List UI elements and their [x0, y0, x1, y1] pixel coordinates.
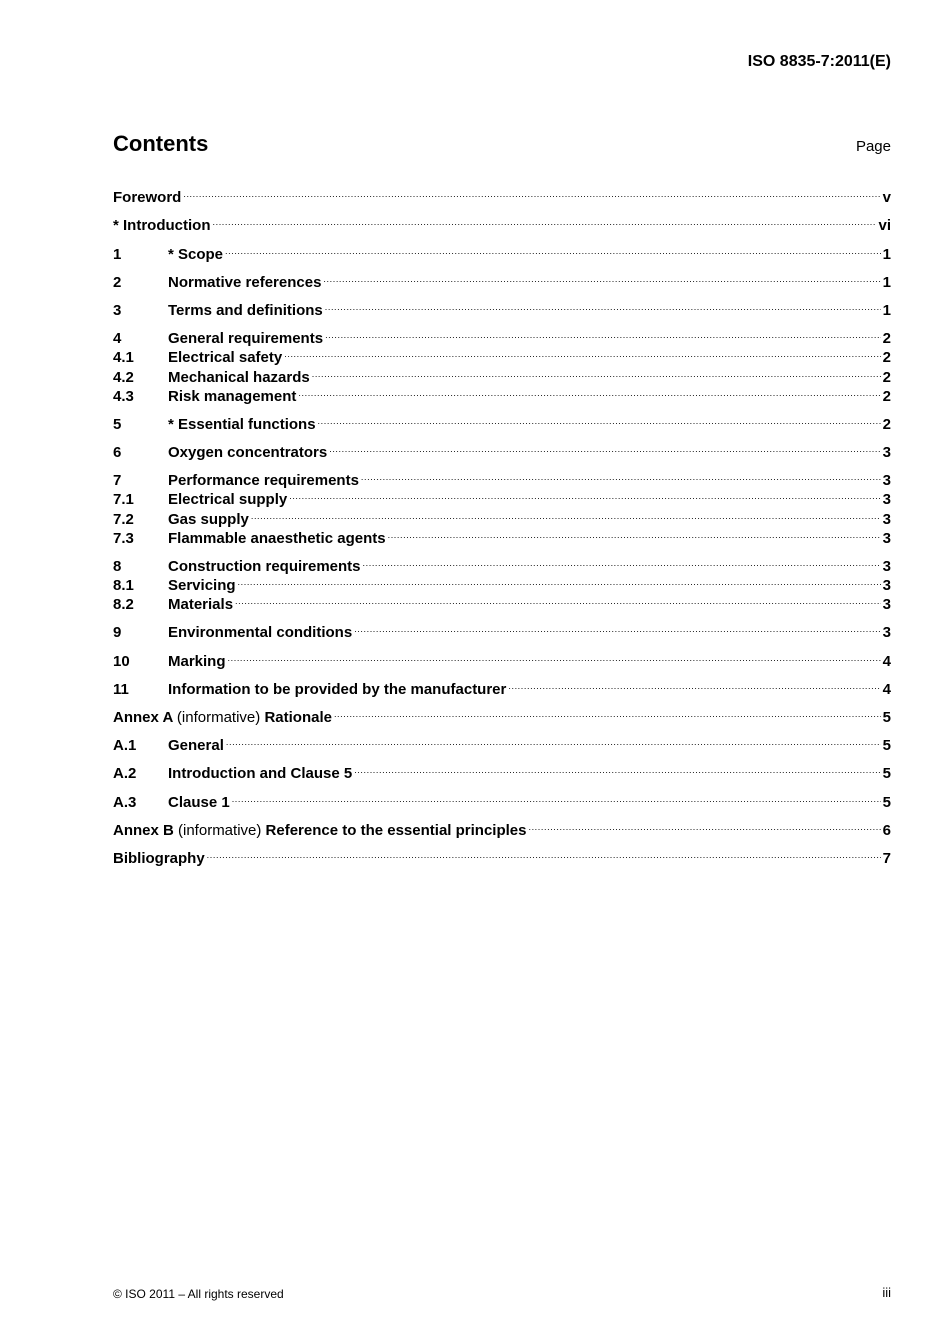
- dot-leader: [225, 240, 881, 259]
- toc-entry-title: Flammable anaesthetic agents: [168, 530, 386, 547]
- toc-entry[interactable]: [113, 571, 891, 594]
- toc-entry-page: 3: [882, 596, 891, 613]
- toc-entry-page: 4: [882, 681, 891, 698]
- toc-entry-page: 3: [882, 577, 891, 594]
- toc-entry-number: 7.2: [113, 511, 134, 528]
- annex-qualifier: (informative): [178, 822, 262, 839]
- toc-entry[interactable]: [113, 759, 891, 782]
- toc-entry-number: 7.3: [113, 530, 134, 547]
- toc-entry-title: Introduction and Clause 5: [168, 765, 353, 782]
- toc-entry-title: Oxygen concentrators: [168, 444, 328, 461]
- toc-entry[interactable]: [113, 552, 891, 575]
- toc-entry[interactable]: [113, 844, 891, 867]
- dot-leader: [312, 363, 881, 382]
- toc-entry-title: Mechanical hazards: [168, 369, 310, 386]
- toc-entry[interactable]: [113, 485, 891, 508]
- toc-entry-number: 5: [113, 416, 122, 433]
- toc-entry-number: 11: [113, 681, 129, 698]
- dot-leader: [318, 410, 881, 429]
- toc-entry[interactable]: [113, 731, 891, 754]
- toc-entry[interactable]: [113, 466, 891, 489]
- dot-leader: [334, 703, 881, 722]
- toc-entry-number: 4.3: [113, 388, 134, 405]
- copyright-footer: © ISO 2011 – All rights reserved: [113, 1287, 284, 1301]
- toc-entry-number: 9: [113, 624, 122, 641]
- toc-entry[interactable]: [113, 438, 891, 461]
- toc-entry-title: Terms and definitions: [168, 302, 323, 319]
- toc-entry[interactable]: [113, 296, 891, 319]
- page-number: iii: [882, 1285, 891, 1300]
- toc-entry-title: Performance requirements: [168, 472, 359, 489]
- toc-entry-title: Marking: [168, 653, 226, 670]
- toc-entry-page: 3: [882, 558, 891, 575]
- toc-entry-number: 8.2: [113, 596, 134, 613]
- toc-entry[interactable]: [113, 816, 891, 839]
- toc-entry-number: 4.1: [113, 349, 134, 366]
- dot-leader: [323, 268, 880, 287]
- toc-entry-title: Risk management: [168, 388, 297, 405]
- toc-entry-number: 1: [113, 246, 122, 263]
- toc-entry-number: 7: [113, 472, 122, 489]
- toc-entry[interactable]: [113, 590, 891, 613]
- dot-leader: [235, 590, 881, 609]
- annex-label: Annex B: [113, 822, 174, 839]
- toc-entry-page: 3: [882, 511, 891, 528]
- annex-qualifier: (informative): [176, 709, 261, 726]
- toc-entry-title: Normative references: [168, 274, 322, 291]
- toc-entry-page: 3: [882, 444, 891, 461]
- toc-entry[interactable]: [113, 505, 891, 528]
- toc-entry-number: A.2: [113, 765, 137, 782]
- toc-entry[interactable]: [113, 410, 891, 433]
- annex-label: Annex A: [113, 709, 173, 726]
- toc-entry-page: 1: [882, 302, 891, 319]
- toc-entry[interactable]: [113, 788, 891, 811]
- toc-entry-title: General requirements: [168, 330, 324, 347]
- toc-entry-number: 4.2: [113, 369, 134, 386]
- toc-entry-page: 3: [882, 624, 891, 641]
- dot-leader: [207, 844, 881, 863]
- toc-entry-page: 5: [882, 765, 891, 782]
- toc-entry[interactable]: [113, 647, 891, 670]
- toc-entry-number: A.1: [113, 737, 137, 754]
- dot-leader: [325, 324, 881, 343]
- dot-leader: [329, 438, 880, 457]
- dot-leader: [251, 505, 881, 524]
- toc-entry-page: vi: [878, 217, 891, 234]
- dot-leader: [528, 816, 880, 835]
- toc-entry-page: 4: [882, 653, 891, 670]
- dot-leader: [298, 382, 880, 401]
- toc-entry-number: 10: [113, 653, 130, 670]
- annex-title: Reference to the essential principles: [265, 822, 527, 839]
- dot-leader: [226, 731, 881, 750]
- toc-entry-number: 6: [113, 444, 122, 461]
- contents-title: Contents: [113, 131, 209, 156]
- toc-entry-page: 5: [882, 794, 891, 811]
- dot-leader: [363, 552, 881, 571]
- toc-entry-page: 5: [882, 737, 891, 754]
- dot-leader: [361, 466, 881, 485]
- toc-entry-page: 2: [882, 416, 891, 433]
- toc-entry-page: 2: [882, 330, 891, 347]
- toc-entry-number: 2: [113, 274, 122, 291]
- document-id: ISO 8835-7:2011(E): [747, 53, 891, 70]
- toc-entry[interactable]: [113, 240, 891, 263]
- toc-entry-page: 6: [882, 822, 891, 839]
- toc-entry[interactable]: [113, 382, 891, 405]
- toc-entry-page: 3: [882, 530, 891, 547]
- page-column-label: Page: [855, 138, 891, 155]
- toc-entry[interactable]: [113, 324, 891, 347]
- toc-entry-page: 7: [882, 850, 891, 867]
- annex-title: Rationale: [264, 709, 332, 726]
- toc-entry-title: Electrical safety: [168, 349, 283, 366]
- dot-leader: [232, 788, 881, 807]
- dot-leader: [354, 759, 880, 778]
- toc-entry[interactable]: [113, 268, 891, 291]
- toc-entry-title: Information to be provided by the manufacturer: [168, 681, 507, 698]
- dot-leader: [388, 524, 881, 543]
- toc-entry-page: 3: [882, 472, 891, 489]
- dot-leader: [213, 211, 877, 230]
- toc-entry[interactable]: [113, 211, 891, 234]
- toc-entry-page: 2: [882, 388, 891, 405]
- toc-entry-title: Materials: [168, 596, 234, 613]
- toc-entry-page: v: [882, 189, 891, 206]
- toc-entry-number: 3: [113, 302, 122, 319]
- dot-leader: [238, 571, 881, 590]
- toc-entry[interactable]: [113, 524, 891, 547]
- toc-entry-page: 5: [882, 709, 891, 726]
- toc-entry[interactable]: [113, 703, 891, 726]
- toc-entry-title: * Introduction: [113, 217, 211, 234]
- toc-entry[interactable]: [113, 675, 891, 698]
- toc-entry-number: 8: [113, 558, 122, 575]
- toc-entry[interactable]: [113, 363, 891, 386]
- toc-entry-title: Foreword: [113, 189, 182, 206]
- toc-entry-title: Electrical supply: [168, 491, 288, 508]
- dot-leader: [508, 675, 880, 694]
- dot-leader: [228, 647, 881, 666]
- toc-entry-page: 1: [882, 246, 891, 263]
- toc-entry-number: 4: [113, 330, 122, 347]
- toc-entry-title: Gas supply: [168, 511, 249, 528]
- toc-entry-title: [113, 708, 332, 727]
- toc-entry-number: A.3: [113, 794, 137, 811]
- dot-leader: [183, 183, 880, 202]
- toc-entry-number: 8.1: [113, 577, 134, 594]
- toc-entry-page: 1: [882, 274, 891, 291]
- toc-entry[interactable]: [113, 618, 891, 641]
- dot-leader: [325, 296, 881, 315]
- toc-entry-page: 2: [882, 369, 891, 386]
- toc-entry-title: * Essential functions: [168, 416, 316, 433]
- toc-entry-number: 7.1: [113, 491, 134, 508]
- toc-entry-title: Bibliography: [113, 850, 205, 867]
- toc-entry-title: General: [168, 737, 224, 754]
- toc-entry[interactable]: [113, 183, 891, 206]
- toc-entry-title: [113, 821, 526, 840]
- toc-entry-title: Clause 1: [168, 794, 230, 811]
- toc-entry-title: Environmental conditions: [168, 624, 353, 641]
- dot-leader: [354, 618, 880, 637]
- toc-entry-title: * Scope: [168, 246, 224, 263]
- toc-entry-title: Construction requirements: [168, 558, 361, 575]
- dot-leader: [284, 343, 880, 362]
- dot-leader: [289, 485, 880, 504]
- toc-entry-page: 2: [882, 349, 891, 366]
- toc-entry-title: Servicing: [168, 577, 236, 594]
- toc-entry-page: 3: [882, 491, 891, 508]
- toc-entry[interactable]: [113, 343, 891, 366]
